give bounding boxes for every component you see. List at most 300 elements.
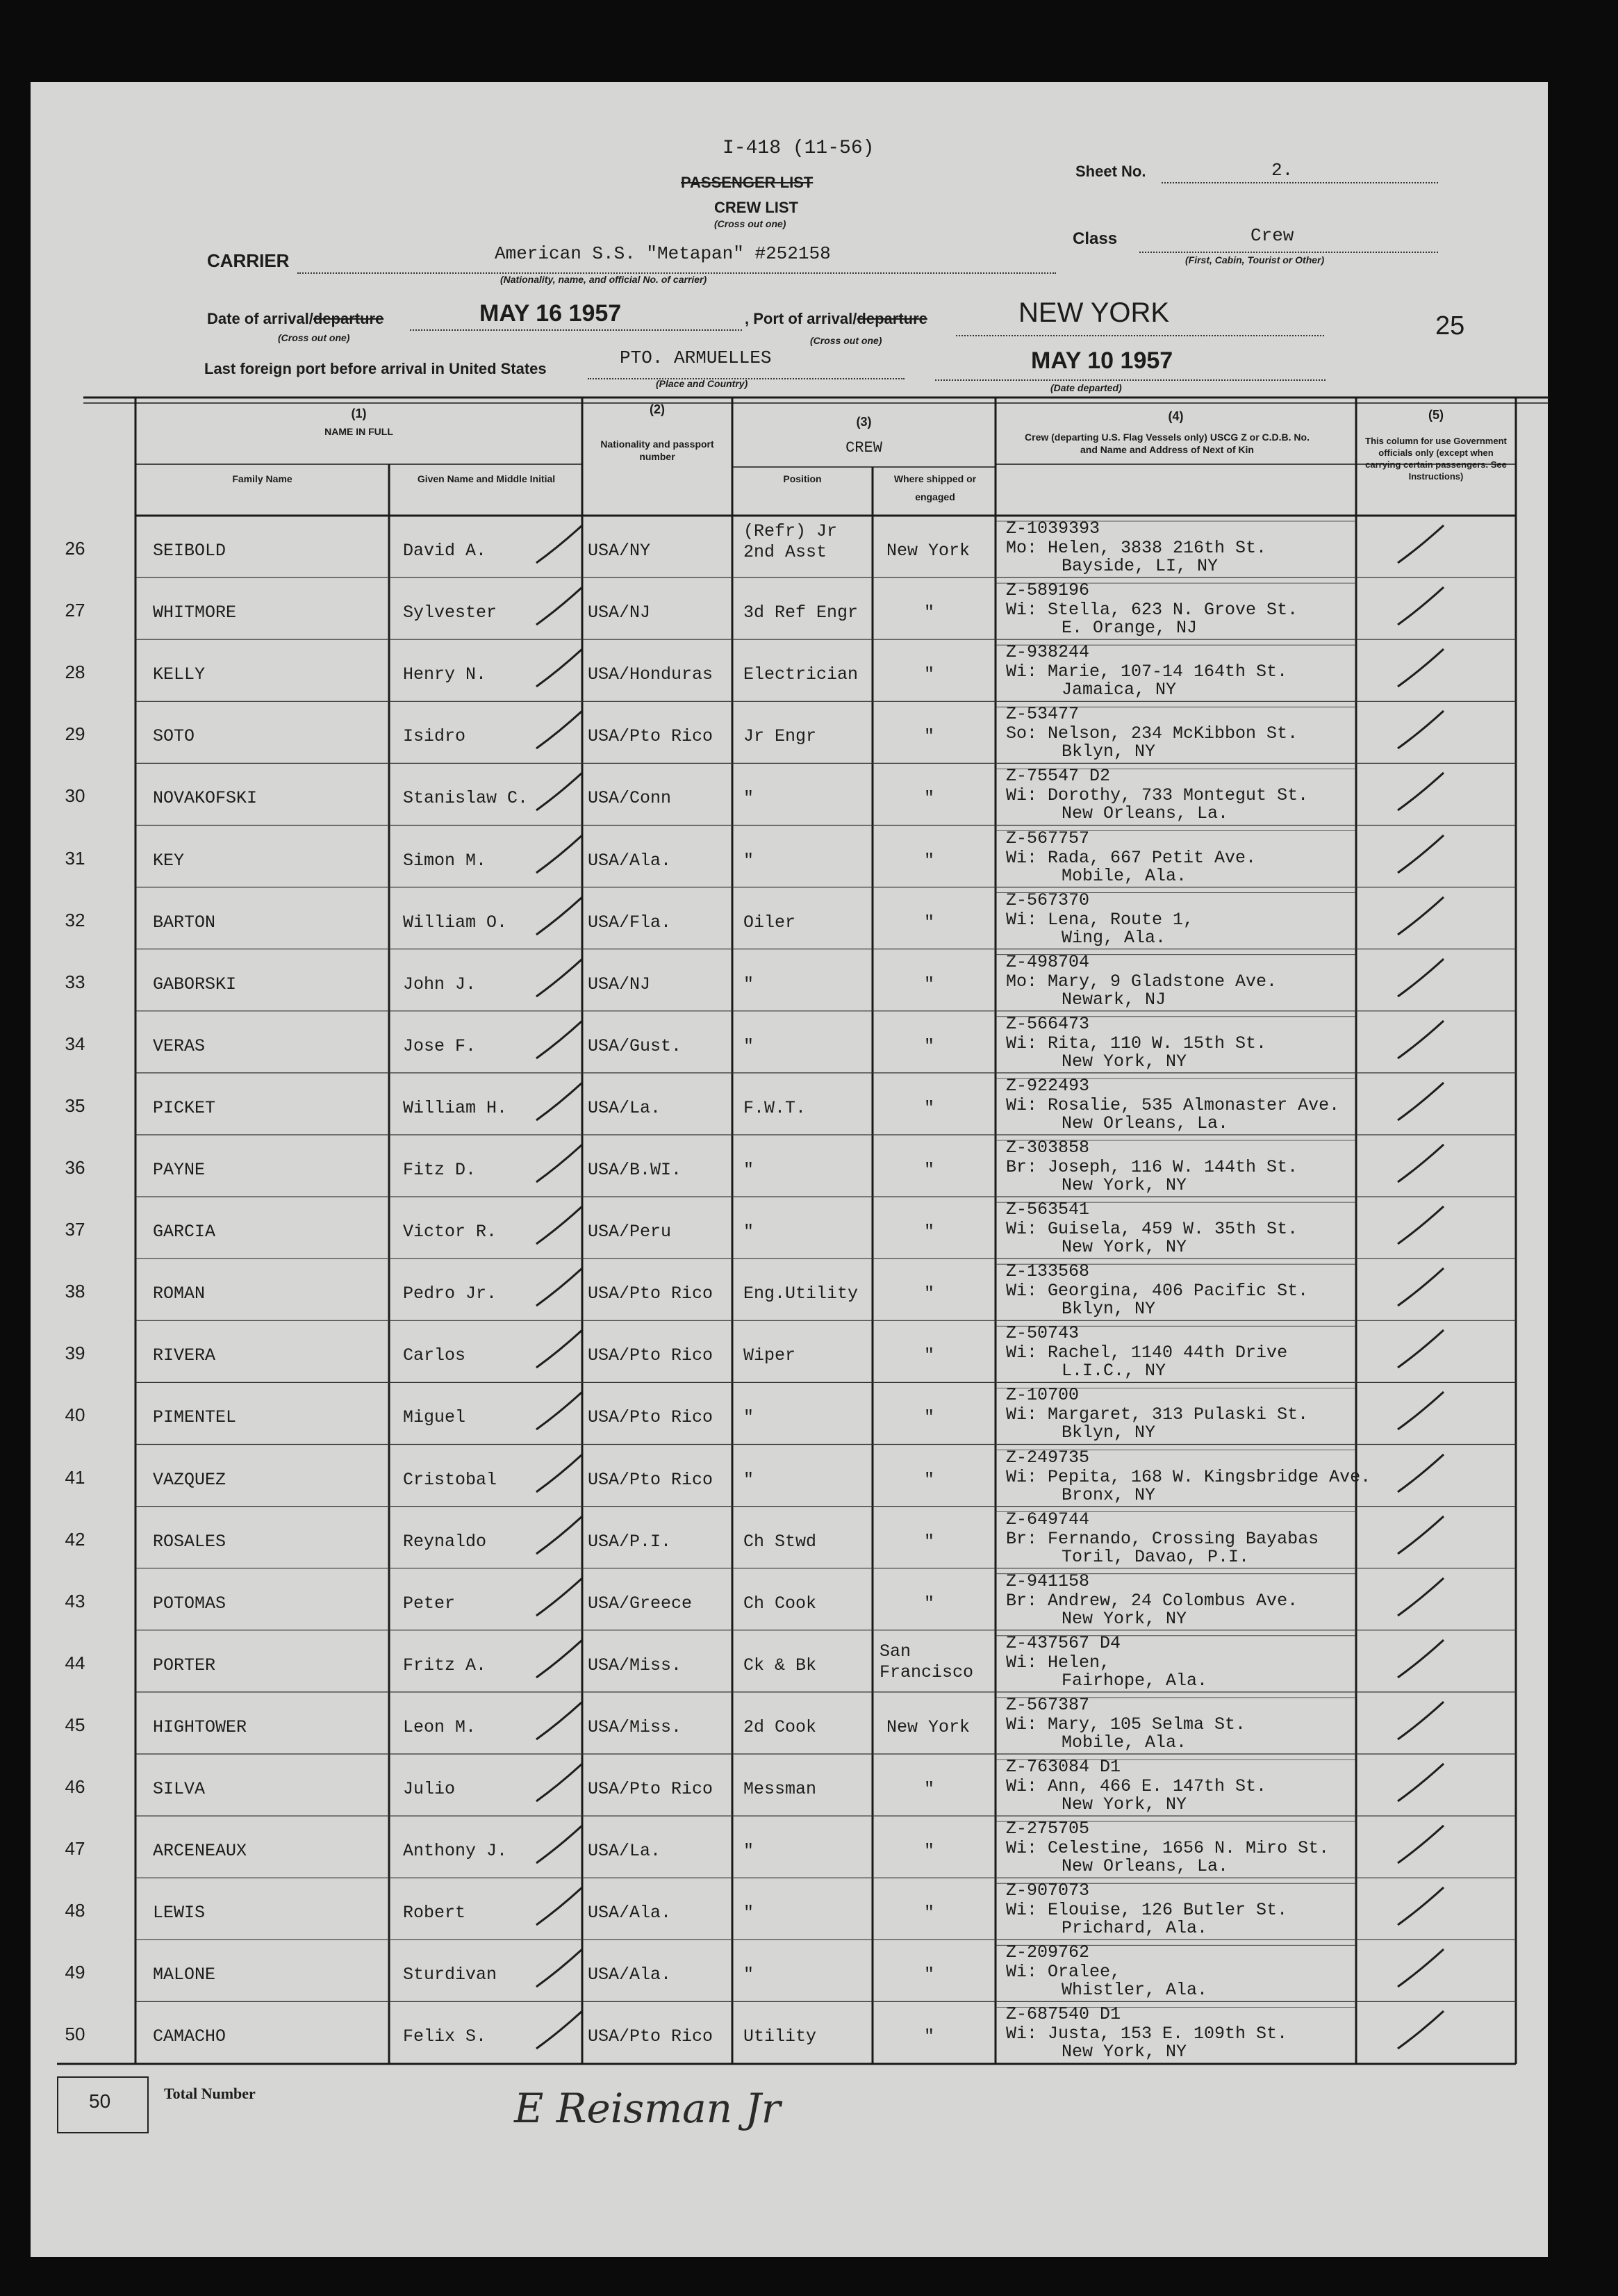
given-name: Isidro (403, 726, 466, 747)
sheet-label: Sheet No. (1075, 163, 1146, 180)
col2-title: Nationality and passport number (600, 438, 714, 462)
arrival-struck: departure (313, 310, 384, 327)
check-mark-gov (1389, 584, 1452, 633)
nationality: USA/P.I. (588, 1531, 672, 1552)
z-number: Z-249735 (1006, 1447, 1090, 1468)
position: " (743, 1160, 754, 1180)
check-mark-gov (1389, 1265, 1452, 1314)
check-mark-name (528, 1265, 591, 1314)
position: 2d Cook (743, 1716, 817, 1737)
nationality: USA/Peru (588, 1222, 672, 1243)
check-mark-name (528, 1142, 591, 1190)
last-port-label: Last foreign port before arrival in United States (204, 360, 547, 377)
row-number: 31 (65, 847, 85, 869)
total-label: Total Number (164, 2085, 256, 2102)
where-shipped: " (924, 788, 935, 809)
row-number: 40 (65, 1404, 85, 1426)
next-of-kin-line1: Wi: Dorothy, 733 Montegut St. (1006, 785, 1309, 806)
where-shipped: " (924, 664, 935, 685)
col1-title: NAME IN FULL (324, 426, 393, 437)
z-number: Z-498704 (1006, 951, 1090, 972)
class-note: (First, Cabin, Tourist or Other) (1185, 254, 1325, 265)
family-name: SILVA (153, 1779, 206, 1799)
nationality: USA/Greece (588, 1593, 693, 1614)
given-name: Julio (403, 1779, 456, 1799)
check-mark-name (528, 1389, 591, 1438)
where-shipped: " (924, 1903, 935, 1924)
check-mark-gov (1389, 1946, 1452, 1995)
struck-title: PASSENGER LIST (681, 174, 814, 191)
check-mark-name (528, 770, 591, 819)
nationality: USA/Ala. (588, 1965, 672, 1985)
departed-value: MAY 10 1957 (1031, 347, 1173, 374)
z-number: Z-75547 D2 (1006, 766, 1111, 787)
row-number: 44 (65, 1652, 85, 1673)
nationality: USA/NJ (588, 602, 651, 623)
row-number: 28 (65, 662, 85, 683)
check-mark-name (528, 1885, 591, 1933)
family-name: RIVERA (153, 1345, 216, 1366)
next-of-kin-line1: So: Nelson, 234 McKibbon St. (1006, 723, 1298, 744)
col1a-title: Family Name (232, 473, 292, 484)
family-name: PIMENTEL (153, 1407, 237, 1428)
check-mark-name (528, 833, 591, 881)
departed-note: (Date departed) (1050, 382, 1122, 393)
row-number: 43 (65, 1590, 85, 1612)
next-of-kin-line2: New York, NY (1062, 1794, 1187, 1814)
z-number: Z-567387 (1006, 1694, 1090, 1715)
check-mark-name (528, 646, 591, 695)
row-number: 30 (65, 785, 85, 807)
where-shipped: " (924, 1407, 935, 1428)
given-name: David A. (403, 541, 487, 561)
family-name: VAZQUEZ (153, 1469, 226, 1490)
check-mark-name (528, 1637, 591, 1686)
next-of-kin-line2: New York, NY (1062, 1175, 1187, 1195)
z-number: Z-303858 (1006, 1138, 1090, 1158)
check-mark-name (528, 584, 591, 633)
next-of-kin-line2: Bayside, LI, NY (1062, 556, 1219, 576)
position: Electrician (743, 664, 859, 685)
given-name: Robert (403, 1903, 466, 1924)
port-struck: departure (857, 310, 927, 327)
col5-num: (5) (1428, 408, 1444, 422)
where-shipped: " (924, 974, 935, 994)
position: Jr Engr (743, 726, 817, 747)
z-number: Z-938244 (1006, 642, 1090, 663)
nationality: USA/Pto Rico (588, 1469, 713, 1490)
nationality: USA/Pto Rico (588, 1407, 713, 1428)
given-name: William O. (403, 912, 508, 933)
z-number: Z-687540 D1 (1006, 2004, 1121, 2025)
next-of-kin-line2: New York, NY (1062, 1237, 1187, 1258)
nationality: USA/NY (588, 541, 651, 561)
family-name: PAYNE (153, 1160, 206, 1180)
row-number: 47 (65, 1838, 85, 1860)
check-mark-gov (1389, 646, 1452, 695)
check-mark-gov (1389, 833, 1452, 881)
check-mark-gov (1389, 1080, 1452, 1129)
z-number: Z-649744 (1006, 1509, 1090, 1530)
check-mark-gov (1389, 1575, 1452, 1624)
given-name: Sturdivan (403, 1965, 497, 1985)
next-of-kin-line1: Br: Fernando, Crossing Bayabas (1006, 1528, 1319, 1549)
family-name: HIGHTOWER (153, 1716, 247, 1737)
check-mark-gov (1389, 1018, 1452, 1067)
next-of-kin-line1: Wi: Celestine, 1656 N. Miro St. (1006, 1838, 1330, 1859)
next-of-kin-line2: E. Orange, NJ (1062, 618, 1198, 639)
next-of-kin-line2: Mobile, Ala. (1062, 1732, 1187, 1753)
col5-title: This column for use Government officials only (except when carrying certain passengers. See Instructions) (1365, 436, 1507, 482)
given-name: William H. (403, 1097, 508, 1118)
nationality: USA/La. (588, 1841, 661, 1862)
where-shipped: San Francisco (880, 1641, 974, 1682)
nationality: USA/Fla. (588, 912, 672, 933)
given-name: Anthony J. (403, 1841, 508, 1862)
where-shipped: " (924, 1097, 935, 1118)
z-number: Z-133568 (1006, 1261, 1090, 1282)
where-shipped: New York (886, 1716, 971, 1737)
next-of-kin-line2: Fairhope, Ala. (1062, 1670, 1208, 1691)
next-of-kin-line2: Bklyn, NY (1062, 1299, 1156, 1320)
form-title: CREW LIST (714, 199, 798, 216)
z-number: Z-50743 (1006, 1323, 1080, 1344)
z-number: Z-567757 (1006, 828, 1090, 848)
z-number: Z-589196 (1006, 580, 1090, 601)
arrival-note: (Cross out one) (278, 332, 350, 343)
total-value: 50 (89, 2090, 111, 2112)
family-name: BARTON (153, 912, 216, 933)
family-name: GARCIA (153, 1222, 216, 1243)
next-of-kin-line1: Wi: Justa, 153 E. 109th St. (1006, 2024, 1288, 2044)
row-number: 37 (65, 1219, 85, 1240)
check-mark-name (528, 1452, 591, 1500)
next-of-kin-line2: Bklyn, NY (1062, 741, 1156, 762)
check-mark-gov (1389, 1637, 1452, 1686)
nationality: USA/NJ (588, 974, 651, 994)
where-shipped: " (924, 726, 935, 747)
where-shipped: " (924, 912, 935, 933)
position: " (743, 1469, 754, 1490)
check-mark-gov (1389, 1761, 1452, 1810)
z-number: Z-437567 D4 (1006, 1632, 1121, 1653)
next-of-kin-line1: Wi: Ann, 466 E. 147th St. (1006, 1776, 1267, 1796)
next-of-kin-line2: Whistler, Ala. (1062, 1980, 1208, 2001)
given-name: Fritz A. (403, 1655, 487, 1675)
col4-title: Crew (departing U.S. Flag Vessels only) USCG Z or C.D.B. No. and Name and Address of Next of Kin (1025, 432, 1310, 455)
row-number: 50 (65, 2024, 85, 2045)
check-mark-gov (1389, 1389, 1452, 1438)
position: Eng.Utility (743, 1284, 859, 1304)
next-of-kin-line2: New Orleans, La. (1062, 1113, 1229, 1133)
check-mark-name (528, 1080, 591, 1129)
next-of-kin-line1: Wi: Georgina, 406 Pacific St. (1006, 1281, 1309, 1302)
row-number: 26 (65, 538, 85, 559)
family-name: VERAS (153, 1035, 206, 1056)
check-mark-name (528, 1699, 591, 1748)
next-of-kin-line1: Br: Andrew, 24 Colombus Ave. (1006, 1590, 1298, 1611)
family-name: POTOMAS (153, 1593, 226, 1614)
next-of-kin-line1: Wi: Elouise, 126 Butler St. (1006, 1900, 1288, 1921)
family-name: ROSALES (153, 1531, 226, 1552)
check-mark-name (528, 1946, 591, 1995)
next-of-kin-line1: Mo: Helen, 3838 216th St. (1006, 538, 1267, 558)
next-of-kin-line2: New York, NY (1062, 1051, 1187, 1072)
row-number: 32 (65, 909, 85, 930)
col4-num: (4) (1168, 409, 1184, 423)
next-of-kin-line1: Wi: Rachel, 1140 44th Drive (1006, 1343, 1288, 1363)
next-of-kin-line2: Toril, Davao, P.I. (1062, 1546, 1250, 1567)
check-mark-name (528, 1514, 591, 1562)
position: " (743, 1841, 754, 1862)
family-name: PICKET (153, 1097, 216, 1118)
next-of-kin-line2: Prichard, Ala. (1062, 1918, 1208, 1939)
nationality: USA/Miss. (588, 1655, 682, 1675)
check-mark-gov (1389, 1699, 1452, 1748)
z-number: Z-1039393 (1006, 518, 1100, 539)
position: " (743, 1407, 754, 1428)
nationality: USA/Ala. (588, 1903, 672, 1924)
check-mark-gov (1389, 1885, 1452, 1933)
where-shipped: " (924, 1222, 935, 1243)
carrier-label: CARRIER (207, 250, 290, 271)
next-of-kin-line2: New Orleans, La. (1062, 1856, 1229, 1877)
family-name: LEWIS (153, 1903, 206, 1924)
check-mark-gov (1389, 1327, 1452, 1376)
where-shipped: " (924, 1779, 935, 1799)
row-number: 45 (65, 1714, 85, 1735)
given-name: Cristobal (403, 1469, 497, 1490)
position: " (743, 1903, 754, 1924)
position: " (743, 850, 754, 871)
row-number: 48 (65, 1900, 85, 1921)
next-of-kin-line2: Bronx, NY (1062, 1484, 1156, 1505)
nationality: USA/B.WI. (588, 1160, 682, 1180)
given-name: Victor R. (403, 1222, 497, 1243)
check-mark-gov (1389, 1823, 1452, 1871)
col3b-title: Where shipped or engaged (893, 473, 977, 502)
title-note: (Cross out one) (714, 218, 786, 229)
where-shipped: " (924, 1841, 935, 1862)
check-mark-gov (1389, 708, 1452, 757)
z-number: Z-275705 (1006, 1819, 1090, 1839)
given-name: Fitz D. (403, 1160, 477, 1180)
z-number: Z-566473 (1006, 1013, 1090, 1034)
row-number: 46 (65, 1776, 85, 1797)
col3-num: (3) (856, 415, 872, 429)
z-number: Z-53477 (1006, 704, 1080, 725)
check-mark-gov (1389, 1452, 1452, 1500)
class-label: Class (1073, 229, 1118, 248)
z-number: Z-10700 (1006, 1385, 1080, 1406)
nationality: USA/Pto Rico (588, 2026, 713, 2047)
next-of-kin-line1: Br: Joseph, 116 W. 144th St. (1006, 1157, 1298, 1177)
given-name: Sylvester (403, 602, 497, 623)
given-name: John J. (403, 974, 477, 994)
position: " (743, 974, 754, 994)
position: Utility (743, 2026, 817, 2047)
given-name: Carlos (403, 1345, 466, 1366)
check-mark-gov (1389, 2008, 1452, 2057)
check-mark-gov (1389, 770, 1452, 819)
given-name: Peter (403, 1593, 456, 1614)
check-mark-name (528, 708, 591, 757)
z-number: Z-763084 D1 (1006, 1757, 1121, 1777)
check-mark-gov (1389, 523, 1452, 571)
given-name: Simon M. (403, 850, 487, 871)
z-number: Z-563541 (1006, 1199, 1090, 1220)
check-mark-gov (1389, 894, 1452, 943)
col3a-title: Position (783, 473, 822, 484)
next-of-kin-line2: Wing, Ala. (1062, 927, 1166, 948)
z-number: Z-941158 (1006, 1571, 1090, 1591)
nationality: USA/Ala. (588, 850, 672, 871)
where-shipped: " (924, 1469, 935, 1490)
row-number: 33 (65, 971, 85, 992)
family-name: KELLY (153, 664, 206, 685)
position: F.W.T. (743, 1097, 807, 1118)
next-of-kin-line2: New York, NY (1062, 2042, 1187, 2063)
nationality: USA/Pto Rico (588, 1284, 713, 1304)
given-name: Reynaldo (403, 1531, 487, 1552)
z-number: Z-907073 (1006, 1880, 1090, 1901)
where-shipped: " (924, 602, 935, 623)
family-name: MALONE (153, 1965, 216, 1985)
family-name: SOTO (153, 726, 195, 747)
next-of-kin-line1: Mo: Mary, 9 Gladstone Ave. (1006, 971, 1278, 992)
next-of-kin-line1: Wi: Pepita, 168 W. Kingsbridge Ave. (1006, 1466, 1371, 1487)
position: " (743, 788, 754, 809)
signature: E Reisman Jr (514, 2085, 781, 2132)
given-name: Jose F. (403, 1035, 477, 1056)
check-mark-name (528, 523, 591, 571)
family-name: GABORSKI (153, 974, 237, 994)
next-of-kin-line1: Wi: Margaret, 313 Pulaski St. (1006, 1404, 1309, 1425)
check-mark-gov (1389, 1142, 1452, 1190)
row-number: 29 (65, 723, 85, 745)
next-of-kin-line1: Wi: Rosalie, 535 Almonaster Ave. (1006, 1094, 1340, 1115)
where-shipped: " (924, 1345, 935, 1366)
z-number: Z-922493 (1006, 1075, 1090, 1096)
form-number: I-418 (11-56) (723, 138, 875, 159)
row-number: 49 (65, 1962, 85, 1983)
where-shipped: " (924, 1284, 935, 1304)
position: " (743, 1222, 754, 1243)
next-of-kin-line1: Wi: Marie, 107-14 164th St. (1006, 662, 1288, 682)
port-note: (Cross out one) (810, 335, 882, 346)
family-name: CAMACHO (153, 2026, 226, 2047)
where-shipped: " (924, 1035, 935, 1056)
check-mark-gov (1389, 1204, 1452, 1252)
family-name: ARCENEAUX (153, 1841, 247, 1862)
carrier-note: (Nationality, name, and official No. of carrier) (500, 274, 707, 285)
given-name: Henry N. (403, 664, 487, 685)
port-value: NEW YORK (1018, 297, 1170, 328)
where-shipped: " (924, 850, 935, 871)
page-number: 25 (1435, 311, 1465, 341)
col3-title: CREW (845, 439, 882, 457)
class-value: Crew (1250, 225, 1294, 246)
position: Ch Cook (743, 1593, 817, 1614)
nationality: USA/Miss. (588, 1716, 682, 1737)
carrier-value: American S.S. "Metapan" #252158 (495, 243, 831, 264)
family-name: PORTER (153, 1655, 216, 1675)
position: Ck & Bk (743, 1655, 817, 1675)
row-number: 41 (65, 1466, 85, 1488)
next-of-kin-line1: Wi: Lena, Route 1, (1006, 909, 1194, 930)
given-name: Felix S. (403, 2026, 487, 2047)
check-mark-name (528, 894, 591, 943)
nationality: USA/Honduras (588, 664, 713, 685)
next-of-kin-line2: New York, NY (1062, 1608, 1187, 1629)
position: 3d Ref Engr (743, 602, 859, 623)
check-mark-name (528, 1327, 591, 1376)
col1b-title: Given Name and Middle Initial (417, 473, 556, 484)
family-name: NOVAKOFSKI (153, 788, 258, 809)
next-of-kin-line2: Bklyn, NY (1062, 1422, 1156, 1443)
check-mark-name (528, 1823, 591, 1871)
check-mark-name (528, 2008, 591, 2057)
next-of-kin-line1: Wi: Rita, 110 W. 15th St. (1006, 1033, 1267, 1053)
row-number: 38 (65, 1281, 85, 1302)
next-of-kin-line1: Wi: Rada, 667 Petit Ave. (1006, 847, 1257, 868)
given-name: Miguel (403, 1407, 466, 1428)
row-number: 34 (65, 1033, 85, 1054)
row-number: 36 (65, 1157, 85, 1178)
next-of-kin-line2: Mobile, Ala. (1062, 865, 1187, 886)
nationality: USA/Pto Rico (588, 1779, 713, 1799)
col2-num: (2) (650, 402, 665, 416)
row-number: 42 (65, 1528, 85, 1550)
position: Messman (743, 1779, 817, 1799)
where-shipped: " (924, 2026, 935, 2047)
check-mark-gov (1389, 1514, 1452, 1562)
next-of-kin-line1: Wi: Oralee, (1006, 1962, 1121, 1983)
where-shipped: " (924, 1160, 935, 1180)
nationality: USA/Pto Rico (588, 726, 713, 747)
next-of-kin-line1: Wi: Guisela, 459 W. 35th St. (1006, 1219, 1298, 1240)
where-shipped: " (924, 1593, 935, 1614)
last-port-value: PTO. ARMUELLES (620, 347, 772, 368)
position: " (743, 1035, 754, 1056)
nationality: USA/La. (588, 1097, 661, 1118)
position: Ch Stwd (743, 1531, 817, 1552)
last-port-note: (Place and Country) (656, 378, 748, 389)
check-mark-name (528, 1761, 591, 1810)
position: Oiler (743, 912, 796, 933)
row-number: 35 (65, 1094, 85, 1116)
check-mark-gov (1389, 956, 1452, 1005)
position: (Refr) Jr 2nd Asst (743, 521, 838, 562)
check-mark-name (528, 1204, 591, 1252)
check-mark-name (528, 1575, 591, 1624)
where-shipped: " (924, 1531, 935, 1552)
sheet-value: 2. (1271, 160, 1294, 181)
next-of-kin-line2: Jamaica, NY (1062, 680, 1177, 700)
nationality: USA/Conn (588, 788, 672, 809)
next-of-kin-line1: Wi: Mary, 105 Selma St. (1006, 1714, 1246, 1735)
row-number: 39 (65, 1343, 85, 1364)
next-of-kin-line1: Wi: Helen, (1006, 1652, 1111, 1673)
position: Wiper (743, 1345, 796, 1366)
given-name: Pedro Jr. (403, 1284, 497, 1304)
nationality: USA/Gust. (588, 1035, 682, 1056)
next-of-kin-line2: New Orleans, La. (1062, 803, 1229, 824)
nationality: USA/Pto Rico (588, 1345, 713, 1366)
check-mark-name (528, 1018, 591, 1067)
next-of-kin-line1: Wi: Stella, 623 N. Grove St. (1006, 600, 1298, 621)
z-number: Z-209762 (1006, 1942, 1090, 1963)
